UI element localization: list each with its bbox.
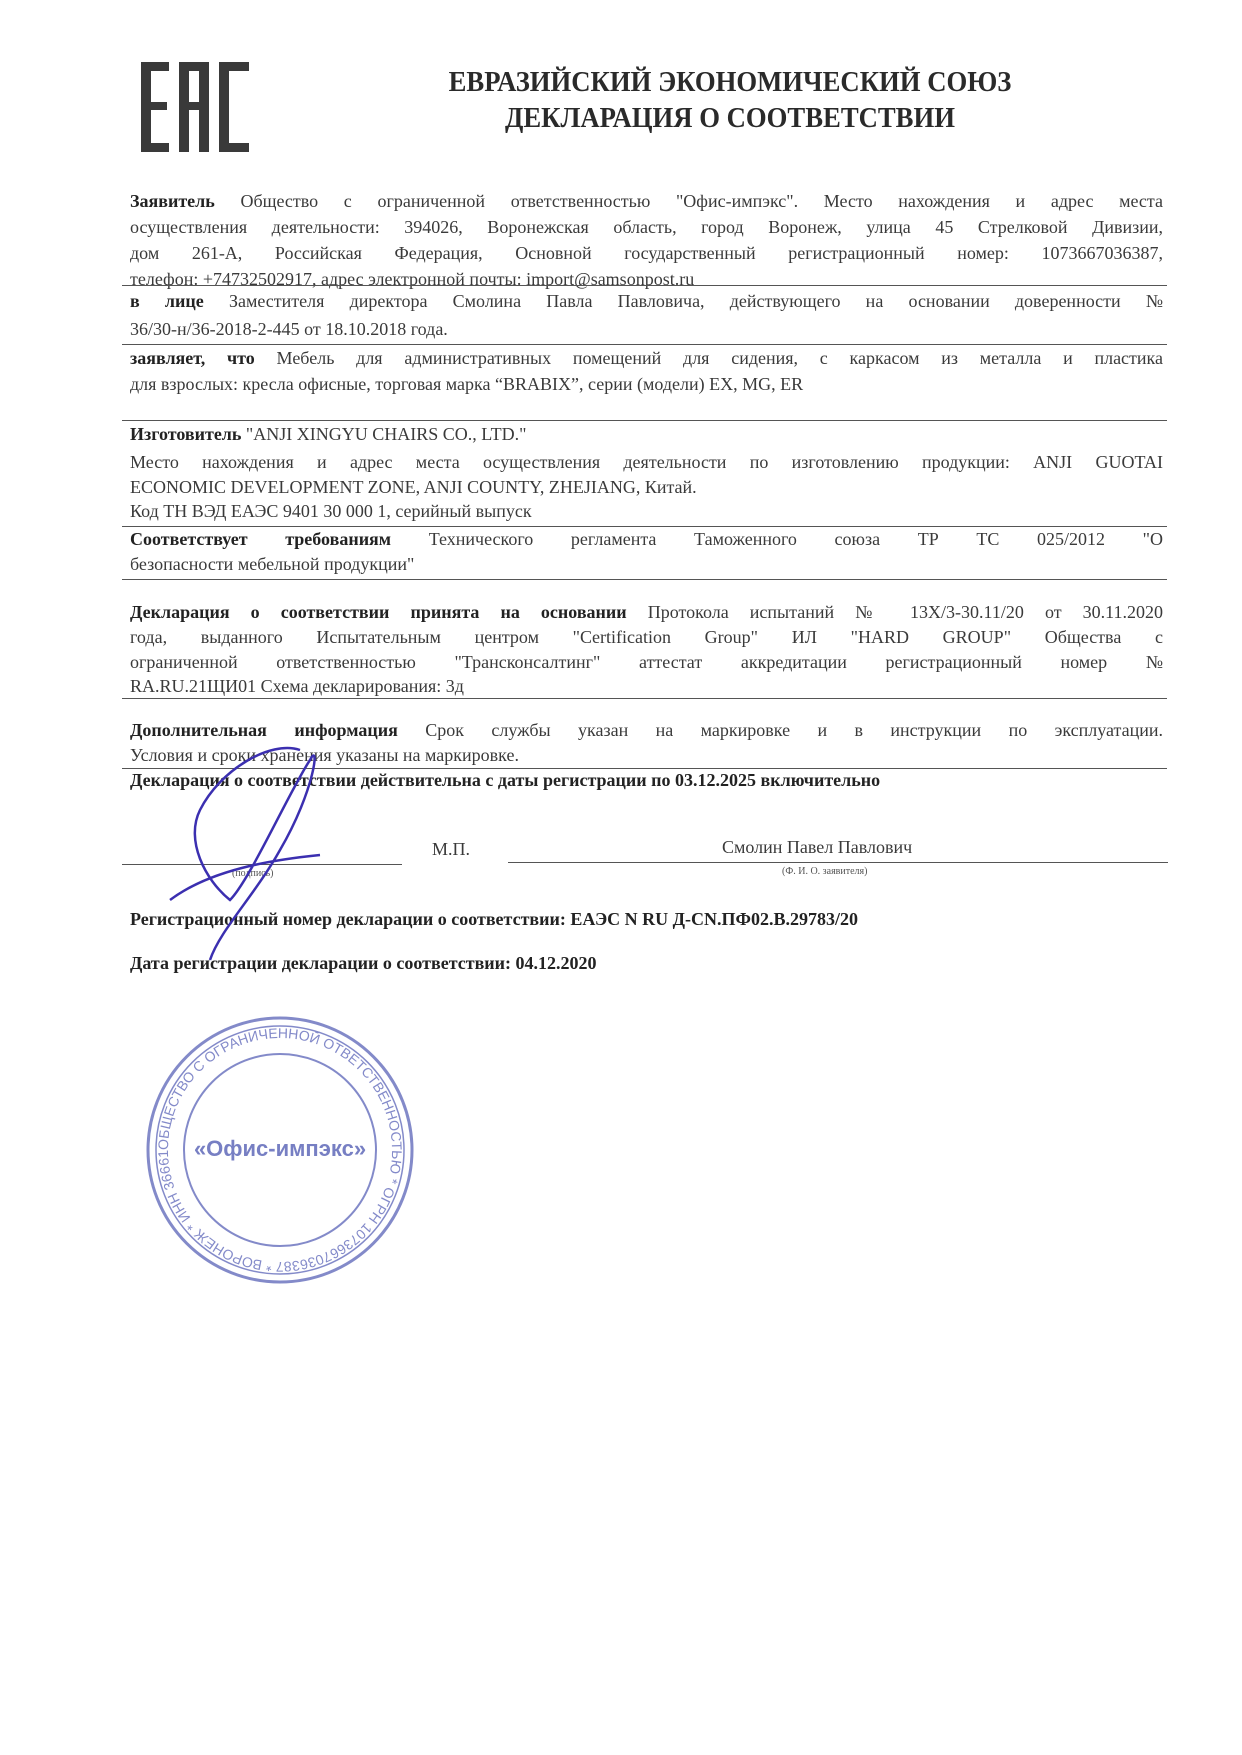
seal-mark: М.П. bbox=[432, 839, 471, 859]
line-text: Код ТН ВЭД ЕАЭС 9401 30 000 1, серийный выпуск bbox=[130, 501, 532, 521]
divider bbox=[122, 698, 1167, 699]
name-line bbox=[508, 862, 1168, 863]
text-line bbox=[130, 216, 1163, 238]
line-label: Регистрационный номер декларации о соответствии: ЕАЭС N RU Д-CN.ПФ02.В.29783/20 bbox=[130, 909, 858, 929]
text-line bbox=[130, 423, 1163, 445]
text-line bbox=[130, 626, 1163, 648]
text-line bbox=[130, 190, 1163, 212]
line-text: Протокола испытаний № 13Х/3-30.11/20 от 30.11.2020 bbox=[626, 602, 1163, 622]
line-text: RA.RU.21ЩИ01 Схема декларирования: 3д bbox=[130, 676, 464, 696]
line-text: Общество с ограниченной ответственностью "Офис-импэкс". Место нахождения и адрес места bbox=[214, 191, 1163, 211]
line-text: Срок службы указан на маркировке и в инструкции по эксплуатации. bbox=[397, 720, 1163, 740]
line-text: "ANJI XINGYU CHAIRS CO., LTD." bbox=[241, 424, 527, 444]
divider bbox=[122, 285, 1167, 286]
text-line bbox=[130, 601, 1163, 623]
divider bbox=[122, 420, 1167, 421]
divider bbox=[122, 579, 1167, 580]
signature-caption: (подпись) bbox=[232, 868, 274, 879]
line-text: года, выданного Испытательным центром "Certification Group" ИЛ "HARD GROUP" Общества с bbox=[130, 627, 1163, 647]
line-text: ECONOMIC DEVELOPMENT ZONE, ANJI COUNTY, ZHEJIANG, Китай. bbox=[130, 477, 697, 497]
line-label: Декларация о соответствии принята на основании bbox=[130, 602, 627, 622]
signature bbox=[150, 730, 390, 1030]
line-text: Условия и сроки хранения указаны на маркировке. bbox=[130, 745, 519, 765]
line-label: в лице bbox=[130, 291, 204, 311]
eac-logo bbox=[141, 62, 249, 152]
line-label: Декларация о соответствии действительна с даты регистрации по 03.12.2025 включительно bbox=[130, 770, 881, 790]
text-line bbox=[130, 318, 1163, 340]
text-line bbox=[130, 528, 1163, 550]
name-caption: (Ф. И. О. заявителя) bbox=[782, 866, 868, 877]
stamp-center-text: «Офис-импэкс» bbox=[193, 1136, 367, 1161]
line-text: безопасности мебельной продукции" bbox=[130, 554, 415, 574]
line-label: Заявитель bbox=[130, 191, 215, 211]
text-line bbox=[130, 651, 1163, 673]
line-text: для взрослых: кресла офисные, торговая марка “BRABIX”, серии (модели) EX, MG, ER bbox=[130, 374, 804, 394]
company-stamp bbox=[140, 1010, 420, 1290]
line-text: осуществления деятельности: 394026, Воронежская область, город Воронеж, улица 45 Стрелковой Дивизии, bbox=[130, 217, 1163, 237]
text-line bbox=[130, 451, 1163, 473]
line-text: 36/30-н/36-2018-2-445 от 18.10.2018 года. bbox=[130, 319, 448, 339]
text-line bbox=[130, 476, 1163, 498]
text-line bbox=[130, 242, 1163, 264]
stamp-ring-text: ОБЩЕСТВО С ОГРАНИЧЕННОЙ ОТВЕТСТВЕННОСТЬЮ * ОГРН 1073667036387 * ВОРОНЕЖ * ИНН 36661 bbox=[154, 1024, 406, 1276]
line-text: Место нахождения и адрес места осуществления деятельности по изготовлению продукции: ANJI GUOTAI bbox=[130, 452, 1163, 472]
union-title: ЕВРАЗИЙСКИЙ ЭКОНОМИЧЕСКИЙ СОЮЗ bbox=[448, 66, 1012, 98]
text-line bbox=[130, 553, 1163, 575]
divider bbox=[122, 526, 1167, 527]
line-text: телефон: +74732502917, адрес электронной почты: import@samsonpost.ru bbox=[130, 269, 695, 289]
line-label: Дополнительная информация bbox=[130, 720, 398, 740]
line-text: Мебель для административных помещений для сидения, с каркасом из металла и пластика bbox=[254, 348, 1164, 368]
line-text: Заместителя директора Смолина Павла Павловича, действующего на основании доверенности № bbox=[203, 291, 1163, 311]
line-label: Дата регистрации декларации о соответствии: 04.12.2020 bbox=[130, 953, 597, 973]
text-line bbox=[130, 347, 1163, 369]
divider bbox=[122, 344, 1167, 345]
text-line bbox=[130, 268, 1163, 290]
text-line bbox=[130, 675, 1163, 697]
line-label: Изготовитель bbox=[130, 424, 242, 444]
text-line bbox=[130, 500, 1163, 522]
line-text: Технического регламента Таможенного союза ТР ТС 025/2012 "О bbox=[391, 529, 1163, 549]
document-title: ДЕКЛАРАЦИЯ О СООТВЕТСТВИИ bbox=[505, 102, 955, 134]
line-text: ограниченной ответственностью "Трансконсалтинг" аттестат аккредитации регистрационный номер № bbox=[130, 652, 1163, 672]
line-text: дом 261-А, Российская Федерация, Основной государственный регистрационный номер: 1073667036387, bbox=[130, 243, 1163, 263]
text-line bbox=[130, 373, 1163, 395]
applicant-name: Смолин Павел Павлович bbox=[722, 837, 913, 857]
line-label: Соответствует требованиям bbox=[130, 529, 392, 549]
line-label: заявляет, что bbox=[130, 348, 255, 368]
text-line bbox=[130, 290, 1163, 312]
